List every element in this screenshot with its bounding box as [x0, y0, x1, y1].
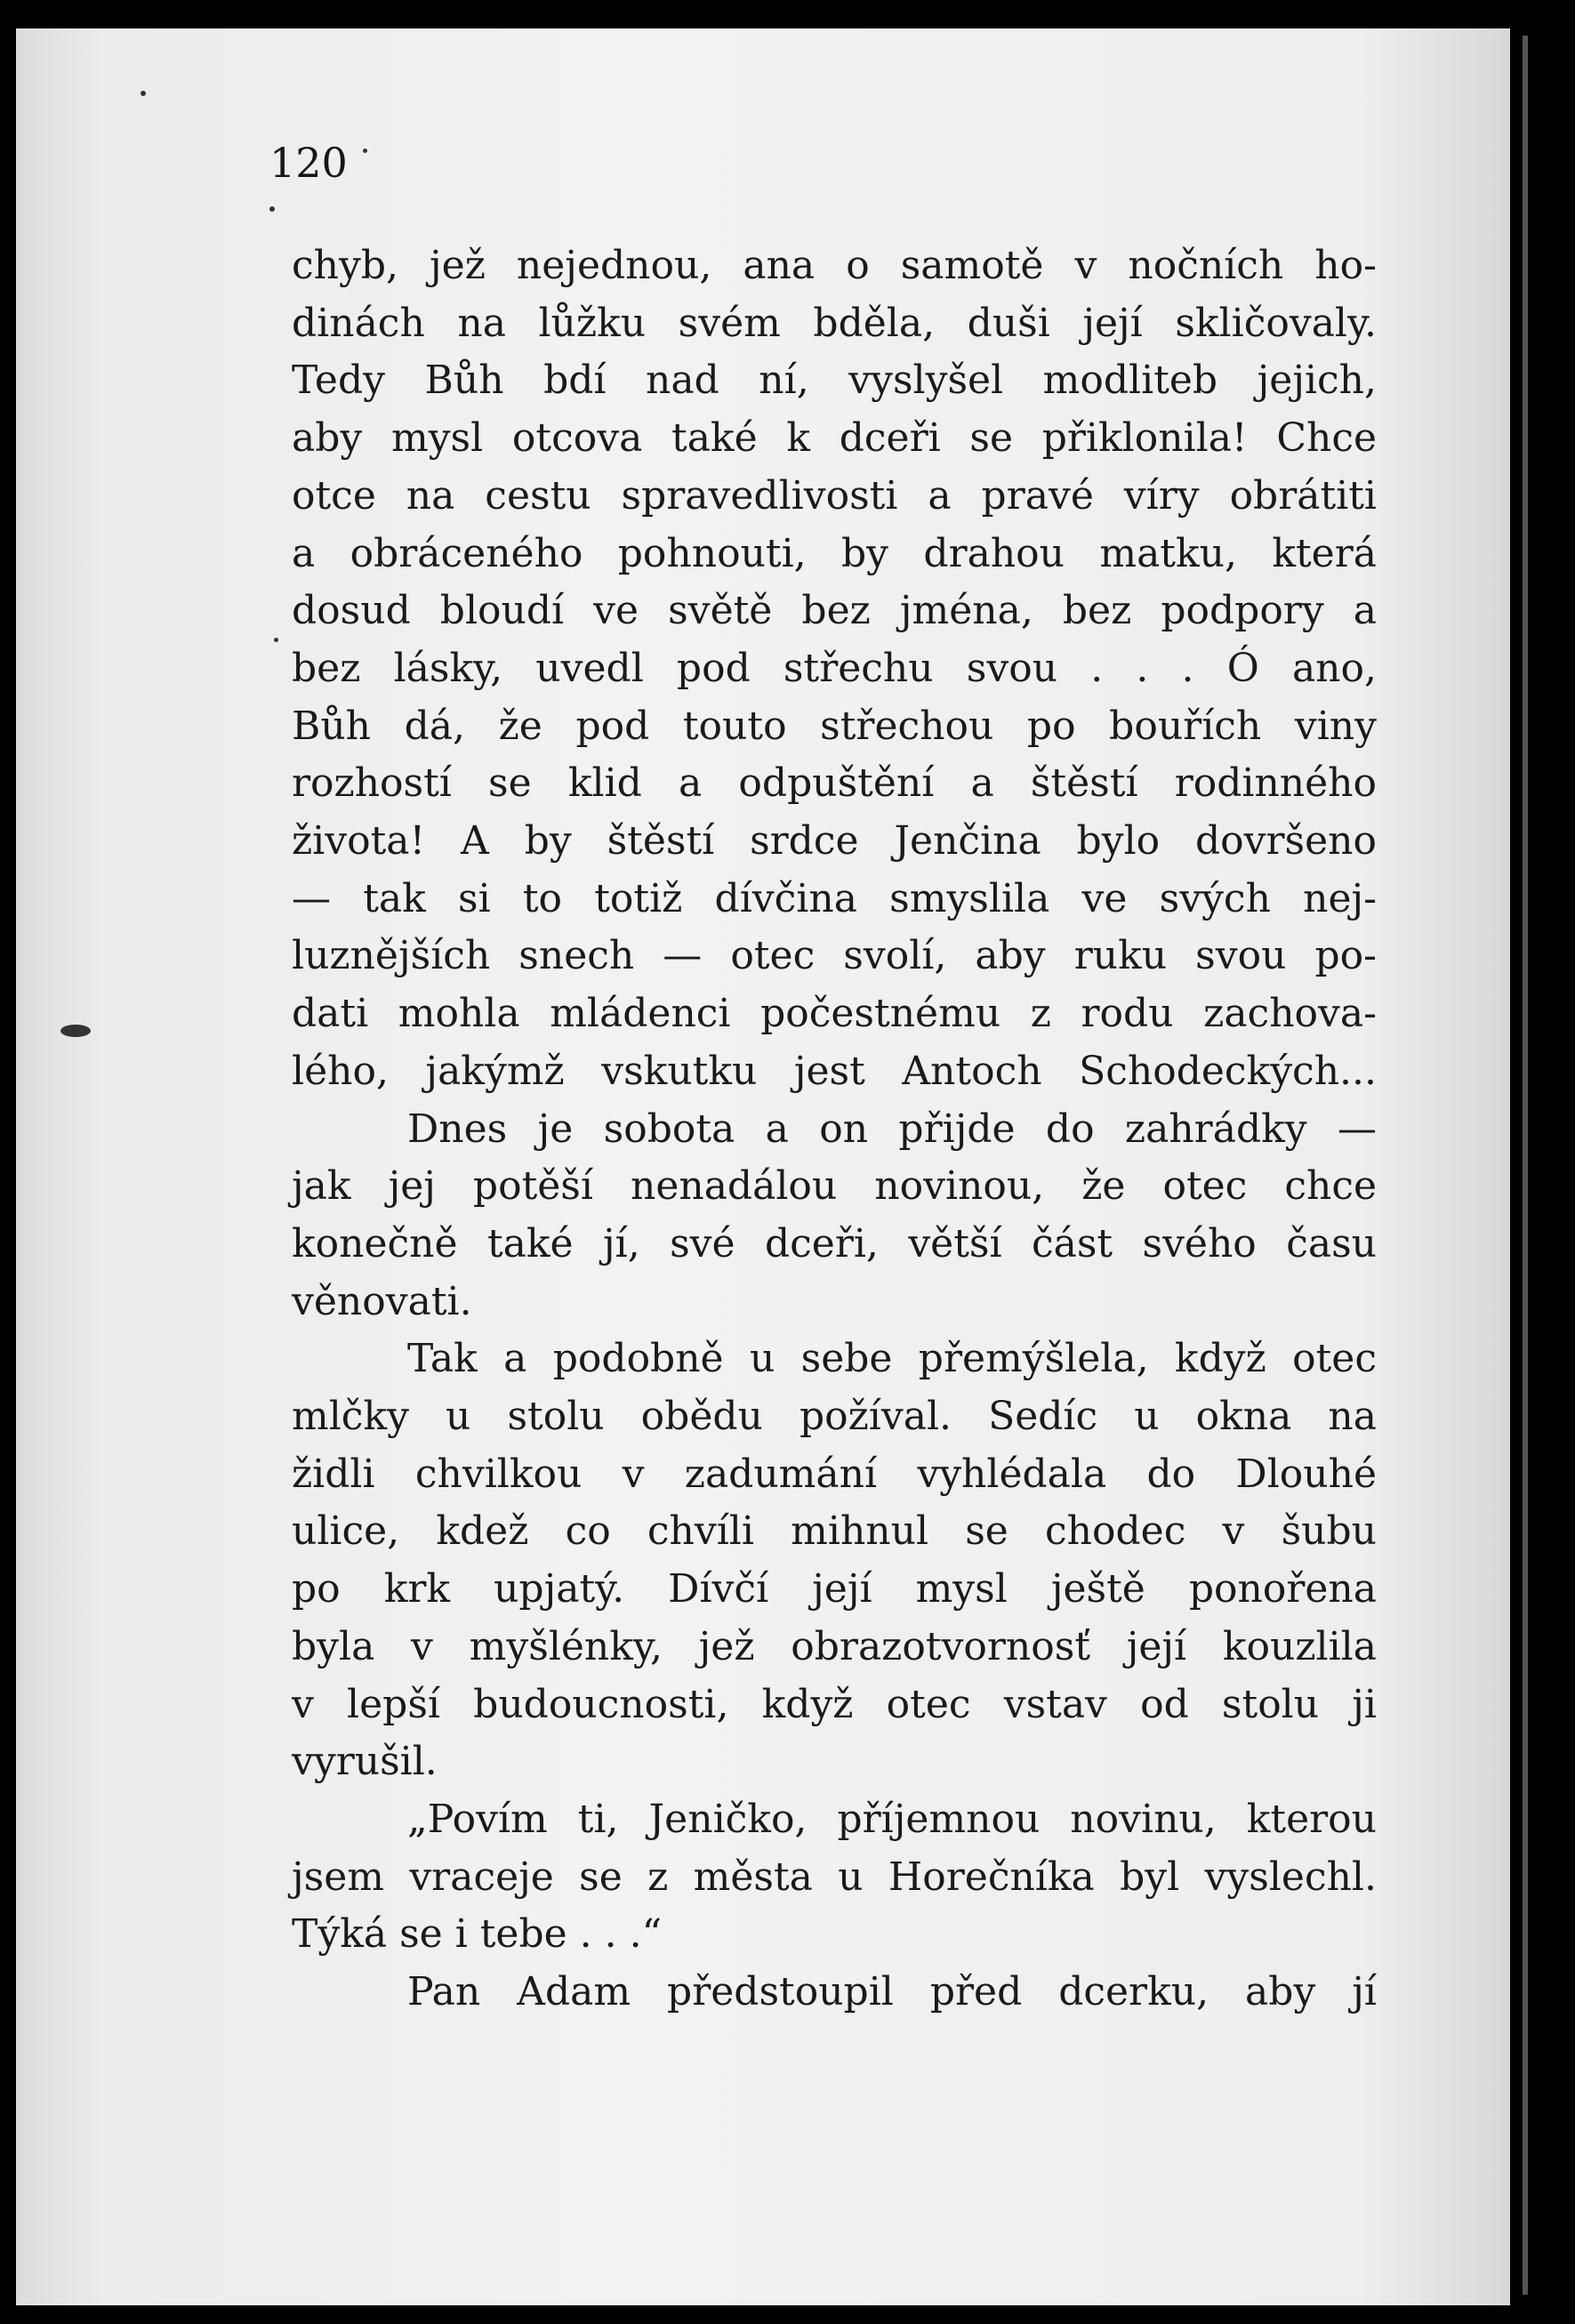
text-line: mlčky u stolu obědu požíval. Sedíc u okna na [292, 1394, 1377, 1439]
text-line: dosud bloudí ve světě bez jména, bez podpory a [292, 588, 1377, 634]
ink-speck [141, 91, 146, 96]
text-line: chyb, jež nejednou, ana o samotě v nočních ho- [292, 243, 1377, 288]
text-line: „Povím ti, Jeničko, příjemnou novinu, kterou [407, 1796, 1377, 1842]
text-line: židli chvilkou v zadumání vyhlédala do Dlouhé [292, 1451, 1377, 1497]
page-edge-shadow [1512, 0, 1575, 2324]
text-line: života! A by štěstí srdce Jenčina bylo dovršeno [292, 818, 1377, 864]
ink-speck [269, 206, 275, 212]
text-line: Bůh dá, že pod touto střechou po bouřích viny [292, 703, 1377, 749]
text-line: a obráceného pohnouti, by drahou matku, která [292, 530, 1377, 576]
ink-speck [60, 1025, 91, 1037]
text-line: věnovati. [292, 1278, 472, 1324]
text-line: Tedy Bůh bdí nad ní, vyslyšel modliteb jejich, [292, 358, 1377, 404]
text-line: luznějších snech — otec svolí, aby ruku svou po- [292, 933, 1377, 979]
text-line: vyrušil. [292, 1739, 438, 1785]
text-line: dati mohla mládenci počestnému z rodu zachova- [292, 991, 1377, 1037]
text-line: Dnes je sobota a on přijde do zahrádky — [407, 1106, 1377, 1152]
text-line: ulice, kdež co chvíli mihnul se chodec v šubu [292, 1508, 1377, 1555]
text-line: — tak si to totiž dívčina smyslila ve svých nej- [292, 875, 1377, 921]
ink-speck [274, 638, 278, 642]
text-line: otce na cestu spravedlivosti a pravé víry obrátiti [292, 472, 1377, 519]
text-line: lého, jakýmž vskutku jest Antoch Schodeckých... [292, 1048, 1377, 1094]
page-number: 120 [269, 139, 348, 187]
text-line: bez lásky, uvedl pod střechu svou . . . Ó ano, [292, 645, 1377, 691]
text-line: jak jej potěší nenadálou novinou, že otec chce [292, 1163, 1377, 1210]
text-line: dinách na lůžku svém bděla, duši její skličovaly. [292, 300, 1377, 346]
text-line: Tak a podobně u sebe přemýšlela, když otec [407, 1336, 1377, 1382]
text-line: rozhostí se klid a odpuštění a štěstí rodinného [292, 760, 1377, 807]
book-page [16, 28, 1510, 2305]
ink-speck [363, 149, 367, 153]
page-edge-line [1523, 36, 1528, 2295]
text-line: Pan Adam předstoupil před dcerku, aby jí [407, 1969, 1377, 2014]
text-line: v lepší budoucnosti, když otec vstav od stolu ji [292, 1681, 1377, 1727]
text-line: byla v myšlénky, jež obrazotvornosť její kouzlila [292, 1623, 1377, 1669]
text-line: jsem vraceje se z města u Horečníka byl vyslechl. [292, 1854, 1377, 1900]
text-line: po krk upjatý. Dívčí její mysl ještě ponořena [292, 1566, 1377, 1612]
text-line: aby mysl otcova také k dceři se přiklonila! Chce [292, 415, 1377, 462]
text-line: Týká se i tebe . . .“ [292, 1911, 663, 1958]
text-line: konečně také jí, své dceři, větší část svého času [292, 1220, 1377, 1267]
